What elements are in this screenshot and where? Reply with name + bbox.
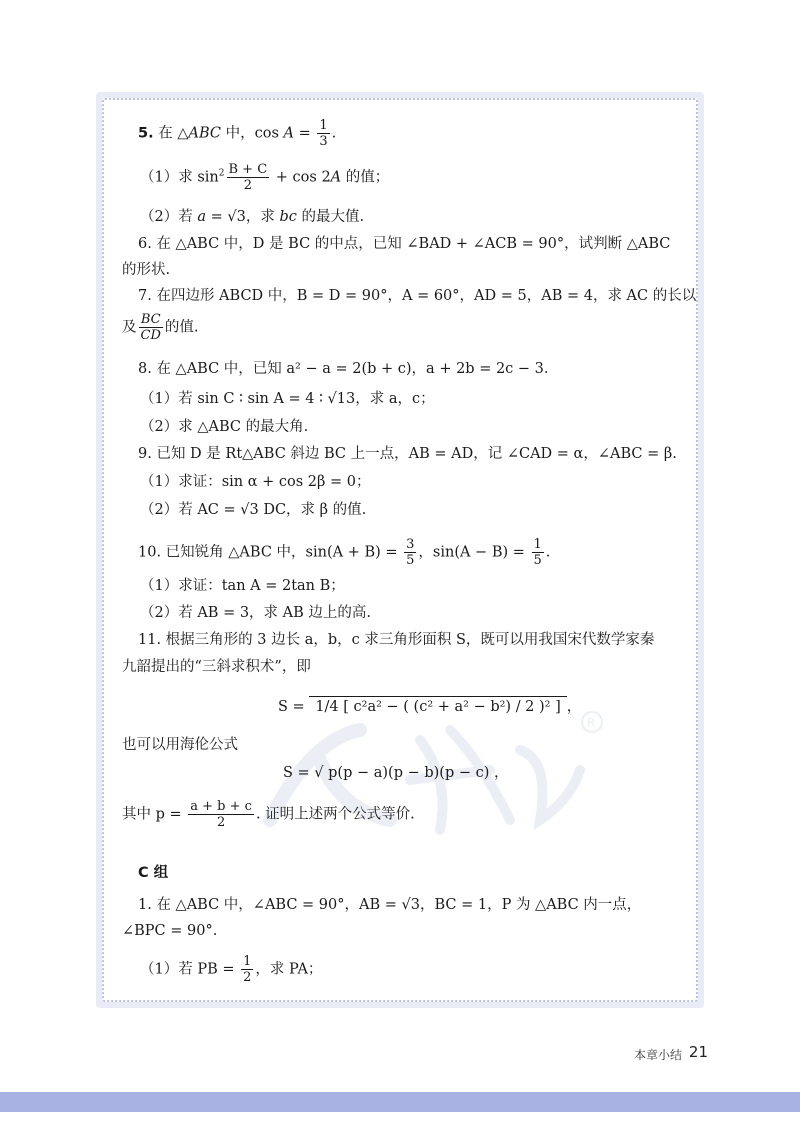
problem-5-part-2: （2）若 a = √3，求 bc 的最大值. [140, 209, 365, 225]
problem-11-line-2: 九韶提出的“三斜求积术”，即 [122, 659, 311, 675]
problem-9-part-2: （2）若 AC = √3 DC，求 β 的值. [140, 502, 367, 518]
group-c-title: C 组 [138, 865, 169, 881]
fraction: $\frac{1}{5}$ [533, 537, 542, 568]
svg-text:R: R [587, 716, 596, 730]
problem-8-part-1: （1）若 sin C ∶ sin A = 4 ∶ √13，求 a，c； [140, 391, 435, 407]
bottom-color-bar [0, 1092, 800, 1112]
fraction: $\frac{1}{2}$ [243, 954, 252, 985]
problem-5-part-1: （1）求 $\sin^2$ $\frac{B + C}{2}$ + cos 2A 的值； [140, 162, 390, 193]
section-label: 本章小结 [633, 1048, 682, 1062]
page-number: 21 [688, 1043, 708, 1061]
problem-11-line-3: 也可以用海伦公式 [122, 737, 238, 753]
problem-11-line-1: 11. 根据三角形的 3 边长 a，b，c 求三角形面积 S，既可以用我国宋代数学家秦 [138, 632, 655, 648]
problem-8: 8. 在 △ABC 中，已知 a² − a = 2(b + c)，a + 2b = 2c − 3. [138, 361, 549, 377]
problem-9: 9. 已知 D 是 Rt△ABC 斜边 BC 上一点，AB = AD，记 ∠CAD = α，∠ABC = β. [138, 446, 677, 462]
problem-6-line-1: 6. 在 △ABC 中，D 是 BC 的中点，已知 ∠BAD + ∠ACB = 90°，试判断 △ABC [138, 236, 671, 252]
c-problem-1-part-1: （1）若 PB = $\frac{1}{2}$ ，求 PA； [140, 954, 323, 985]
qin-jiushao-formula: S = 1/4 [ c²a² − ( (c² + a² − b²) / 2 )² ] ， [278, 696, 581, 718]
problem-7-line-2: 及 $\frac{BC}{CD}$ 的值. [122, 312, 199, 343]
c-problem-1-line-2: ∠BPC = 90°. [122, 923, 218, 939]
fraction: $\frac{a + b + c}{2}$ [190, 799, 252, 830]
problem-9-part-1: （1）求证：sin α + cos 2β = 0； [140, 474, 371, 490]
problem-10: 10. 已知锐角 △ABC 中，sin(A + B) = $\frac{3}{5}$ ，sin(A − B) = $\frac{1}{5}$ . [138, 537, 551, 568]
c-problem-1-line-1: 1. 在 △ABC 中，∠ABC = 90°，AB = √3，BC = 1，P 为 △ABC 内一点， [138, 897, 642, 913]
fraction: $\frac{1}{3}$ [319, 118, 328, 149]
problem-8-part-2: （2）求 △ABC 的最大角. [140, 419, 309, 435]
fraction: $\frac{B + C}{2}$ [228, 162, 268, 193]
fraction: $\frac{BC}{CD}$ [140, 312, 161, 343]
bottom-margin [0, 1112, 800, 1123]
fraction: $\frac{3}{5}$ [406, 537, 415, 568]
problem-10-part-2: （2）若 AB = 3，求 AB 边上的高. [140, 605, 372, 621]
problem-6-line-2: 的形状. [122, 262, 171, 278]
heron-formula: S = √ p(p − a)(p − b)(p − c) ， [283, 765, 509, 781]
problem-10-part-1: （1）求证：tan A = 2tan B； [140, 578, 345, 594]
problem-11-line-4: 其中 p = $\frac{a + b + c}{2}$ . 证明上述两个公式等价. [122, 799, 415, 830]
problem-5: 5. 在 △ABC 中，cos A = $\frac{1}{3}$ . [138, 118, 337, 149]
problem-7-line-1: 7. 在四边形 ABCD 中，B = D = 90°，A = 60°，AD = 5，AB = 4，求 AC 的长以 [138, 288, 697, 304]
